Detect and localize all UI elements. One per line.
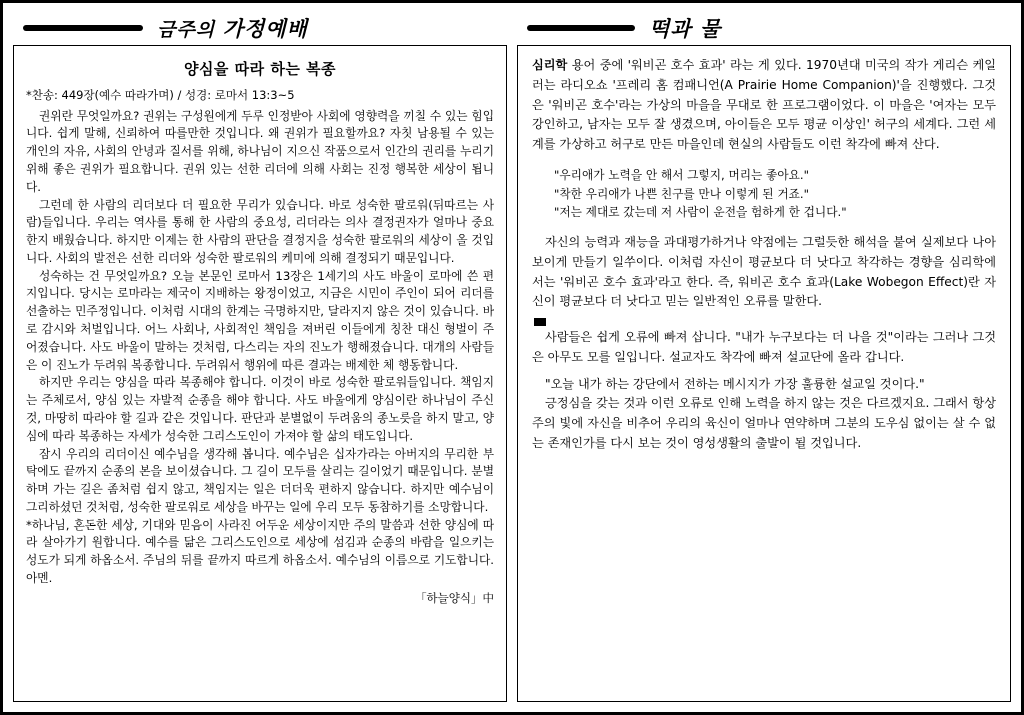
right-quote-1: "우리애가 노력을 안 해서 그렇지, 머리는 좋아요." <box>554 167 809 182</box>
left-article-signature: 「하늘양식」中 <box>415 590 494 605</box>
header-rule-right <box>527 25 635 31</box>
spacer <box>532 222 996 233</box>
left-header-title <box>157 13 308 43</box>
right-paragraph-1-text: 용어 중에 '워비곤 호수 효과' 라는 게 있다. 1970년대 미국의 작가 게리슨 케일러는 라디오쇼 '프레리 홈 컴패니언(A Prairie Home Companion)'을 진행했다. 그것은 '워비곤 호수'라는 가상의 마을을 무대로 한 프로그램이었다. 이 마을은 '여자는 모두 강인하고, 남자는 모두 잘 생겼으며, 아이들은 모두 평균 이상인' 허구의 세계다. 그런 세계를 가상하고 허구로 만든 마을인데 현실의 사람들도 이런 착각에 빠져 산다. <box>532 58 996 152</box>
spacer <box>532 155 996 166</box>
two-column-layout <box>3 3 1021 712</box>
left-header-title-part1: 금주의 <box>157 19 223 41</box>
right-column <box>517 11 1011 702</box>
left-paragraph-4: 하지만 우리는 양심을 따라 복종해야 합니다. 이것이 바로 성숙한 팔로워들입니다. 책임지는 주체로서, 양심 있는 자발적 순종을 해야 합니다. 사도 바울에게 양심이란 하나님이 주신 것, 마땅히 따라야 할 길과 같은 것입니다. 판단과 분별없이 두려움의 종노릇을 하지 말고, 양심에 따라 복종하는 자세가 성숙한 그리스도인이 가져야 할 삶의 태도입니다. <box>26 375 494 443</box>
left-article-meta: *찬송: 449장(예수 따라가며) / 성경: 로마서 13:3~5 <box>26 88 295 102</box>
left-article-box <box>13 45 507 702</box>
left-article-title: 양심을 따라 하는 복종 <box>183 60 337 78</box>
right-header-title-text: 떡과 물 <box>649 16 722 41</box>
section-marker-icon <box>534 318 546 326</box>
right-header-title <box>649 13 721 43</box>
right-paragraph-1 <box>532 56 996 155</box>
right-paragraph-3: 사람들은 쉽게 오류에 빠져 삽니다. "내가 누구보다는 더 나을 것"이라는 그러나 그것은 아무도 모를 일입니다. 설교자도 착각에 빠져 설교단에 올라 갑니다. <box>532 330 996 364</box>
right-quote-2: "착한 우리애가 나쁜 친구를 만나 이렇게 된 거죠." <box>554 186 809 201</box>
right-lead-word: 심리학 <box>532 58 568 72</box>
left-column <box>13 11 507 702</box>
right-article-box <box>517 45 1011 702</box>
right-paragraph-5: 긍정심을 갖는 것과 이런 오류로 인해 노력을 하지 않는 것은 다르겠지요. 그래서 항상 주의 빛에 자신을 비추어 우리의 육신이 얼마나 연약하며 그분의 도우심 없이는 살 수 없는 존재인가를 다시 보는 것이 영성생활의 출발이 될 것입니다. <box>532 396 996 450</box>
left-column-header <box>13 11 507 45</box>
left-paragraph-6: *하나님, 혼돈한 세상, 기대와 믿음이 사라진 어두운 세상이지만 주의 말씀과 선한 양심에 따라 살아가기 원합니다. 예수를 닮은 그리스도인으로 세상에 섬김과 순종의 바람을 일으키는 성도가 되게 하옵소서. 주님의 뒤를 끝까지 따르게 하옵소서. 예수님의 이름으로 기도합니다. 아멘. <box>26 517 494 585</box>
right-paragraph-2: 자신의 능력과 재능을 과대평가하거나 약점에는 그럴듯한 해석을 붙여 실제보다 나아 보이게 만들기 일쑤이다. 이처럼 자신이 평균보다 더 낫다고 착각하는 경향을 심리학에서는 '워비곤 호수 효과'라고 한다. 즉, 워비곤 호수 효과(Lake Wobegon Effect)란 자신이 평균보다 더 낫다고 믿는 일반적인 오류를 말한다. <box>532 234 996 309</box>
spacer <box>532 368 996 375</box>
right-quote-3: "저는 제대로 갔는데 저 사람이 운전을 험하게 한 겁니다." <box>554 205 847 220</box>
header-rule-left <box>23 25 143 31</box>
right-column-header <box>517 11 1011 45</box>
left-paragraph-1: 권위란 무엇일까요? 권위는 구성원에게 두루 인정받아 사회에 영향력을 끼칠 수 있는 힘입니다. 쉽게 말해, 신뢰하여 따를만한 것입니다. 왜 권위가 필요할까요? 자칫 남용될 수 있는 개인의 자유, 사회의 안녕과 질서를 위해, 하나님이 지으신 작품으로서 인간의 권리를 누리기 위해 좋은 권위가 필요합니다. 권위 있는 선한 리더에 의해 사회는 진정 행복한 세상이 됩니다. <box>26 108 494 194</box>
left-paragraph-2: 그런데 한 사람의 리더보다 더 필요한 무리가 있습니다. 바로 성숙한 팔로워(뒤따르는 사람)들입니다. 우리는 역사를 통해 한 사람의 중요성, 리더라는 의사 결정권자가 얼마나 중요한지 배웠습니다. 하지만 이제는 한 사람의 판단을 결정지을 성숙한 팔로워의 세상이 올 것입니다. 사회의 발전은 선한 리더와 성숙한 팔로워의 케미에 의해 결정되기 때문입니다. <box>26 197 494 265</box>
left-paragraph-5: 잠시 우리의 리더이신 예수님을 생각해 봅니다. 예수님은 십자가라는 아버지의 무리한 부탁에도 끝까지 순종의 본을 보이셨습니다. 그 길이 모두를 살리는 길이었기 때문입니다. 분별하며 가는 길은 좀처럼 쉽지 않고, 책임지는 일은 더더욱 편하지 않습니다. 하지만 예수님이 그리하셨던 것처럼, 성숙한 팔로워로 세상을 바꾸는 일에 우리 모두 동참하기를 소망합니다. <box>26 446 494 514</box>
left-paragraph-3: 성숙하는 건 무엇일까요? 오늘 본문인 로마서 13장은 1세기의 사도 바울이 로마에 쓴 편지입니다. 당시는 로마라는 제국이 지배하는 왕정이었고, 지금은 시민이 주인이 되어 리더를 선출하는 민주정입니다. 이처럼 시대의 한계는 극명하지만, 달라지지 않은 것이 있습니다. 바로 감시와 처벌입니다. 어느 사회나, 사회적인 책임을 져버린 이들에게 칭찬 대신 형벌이 주어졌습니다. 사도 바울이 말하는 것처럼, 다스리는 자의 진노가 행해졌습니다. 대개의 사람들은 이 진노가 두려워 복종합니다. 두려워서 행위에 따른 결과는 배제한 체 행동합니다. <box>26 268 494 372</box>
right-paragraph-4: "오늘 내가 하는 강단에서 전하는 메시지가 가장 훌륭한 설교일 것이다." <box>545 376 925 391</box>
left-header-title-part2: 가정예배 <box>222 16 308 41</box>
